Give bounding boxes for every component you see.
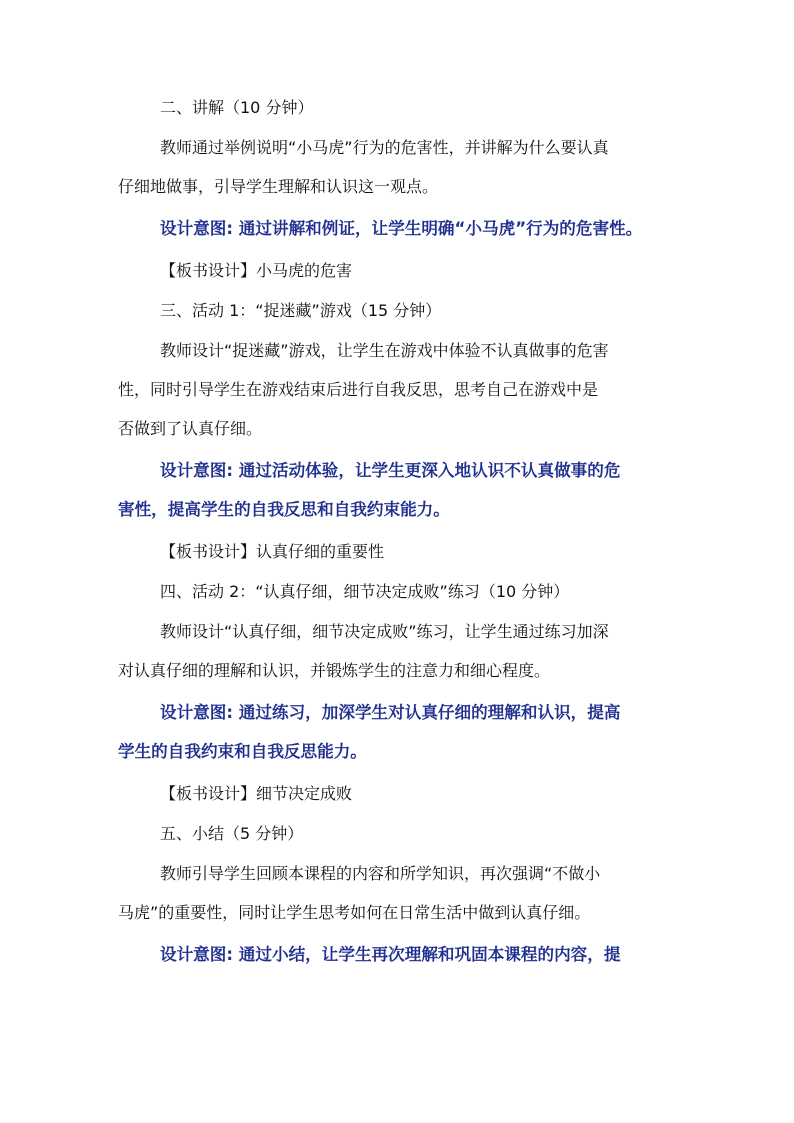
section-heading-activity-2: 四、活动 2：“认真仔细，细节决定成败”练习（10 分钟） (160, 582, 570, 601)
design-intent-line: 学生的自我约束和自我反思能力。 (118, 742, 367, 761)
paragraph-line: 性，同时引导学生在游戏结束后进行自我反思，思考自己在游戏中是 (118, 380, 599, 399)
paragraph-line: 马虎”的重要性，同时让学生思考如何在日常生活中做到认真仔细。 (118, 903, 591, 922)
paragraph-line: 否做到了认真仔细。 (118, 419, 263, 438)
paragraph-line: 教师通过举例说明“小马虎”行为的危害性，并讲解为什么要认真 (160, 138, 609, 157)
paragraph-line: 对认真仔细的理解和认识，并锻炼学生的注意力和细心程度。 (118, 661, 551, 680)
design-intent-line: 设计意图: 通过讲解和例证，让学生明确“小马虎”行为的危害性。 (160, 219, 643, 238)
document-body (118, 98, 678, 965)
paragraph-line: 教师引导学生回顾本课程的内容和所学知识，再次强调“不做小 (160, 864, 601, 883)
board-design-line: 【板书设计】认真仔细的重要性 (160, 542, 385, 561)
design-intent-line: 设计意图: 通过小结，让学生再次理解和巩固本课程的内容，提 (160, 945, 621, 964)
paragraph-line: 仔细地做事，引导学生理解和认识这一观点。 (118, 177, 439, 196)
section-heading-summary: 五、小结（5 分钟） (160, 824, 304, 843)
design-intent-line: 设计意图: 通过活动体验，让学生更深入地认识不认真做事的危 (160, 461, 621, 480)
board-design-line: 【板书设计】细节决定成败 (160, 784, 353, 803)
section-heading-activity-1: 三、活动 1：“捉迷藏”游戏（15 分钟） (160, 301, 442, 320)
paragraph-line: 教师设计“认真仔细，细节决定成败”练习，让学生通过练习加深 (160, 622, 609, 641)
paragraph-line: 教师设计“捉迷藏”游戏，让学生在游戏中体验不认真做事的危害 (160, 341, 609, 360)
design-intent-line: 害性，提高学生的自我反思和自我约束能力。 (118, 500, 450, 519)
board-design-line: 【板书设计】小马虎的危害 (160, 261, 353, 280)
section-heading-explain: 二、讲解（10 分钟） (160, 98, 314, 117)
design-intent-line: 设计意图: 通过练习，加深学生对认真仔细的理解和认识，提高 (160, 703, 621, 722)
